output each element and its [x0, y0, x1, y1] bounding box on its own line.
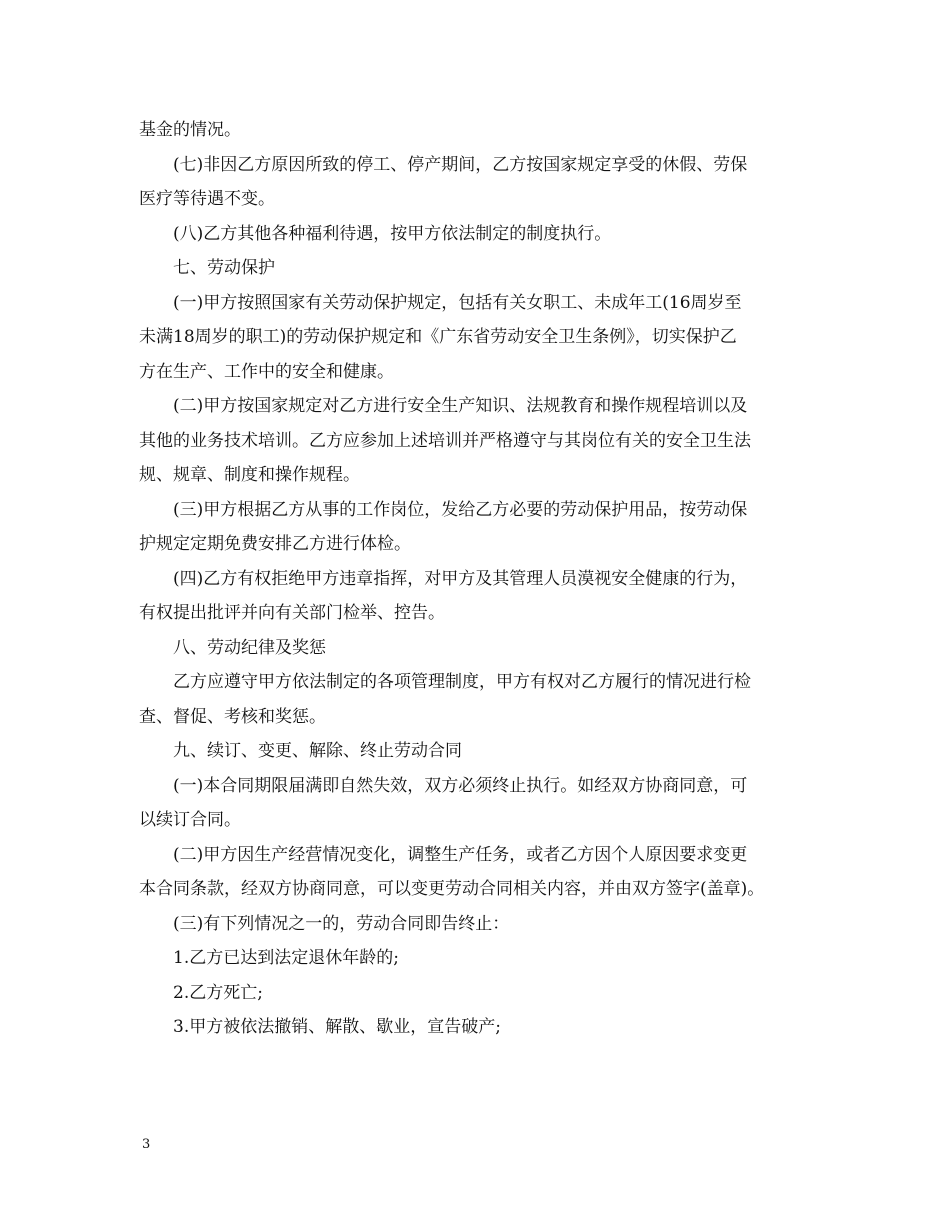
text-line: (二)甲方因生产经营情况变化，调整生产任务，或者乙方因个人原因要求变更: [173, 844, 748, 865]
text-line: (一)甲方按照国家有关劳动保护规定，包括有关女职工、未成年工(16周岁至: [173, 292, 742, 313]
text-line: (八)乙方其他各种福利待遇，按甲方依法制定的制度执行。: [173, 223, 612, 244]
text-line: 护规定定期免费安排乙方进行体检。: [139, 534, 411, 554]
text-line: (四)乙方有权拒绝甲方违章指挥，对甲方及其管理人员漠视安全健康的行为，: [173, 568, 748, 589]
text-line: 乙方应遵守甲方依法制定的各项管理制度，甲方有权对乙方履行的情况进行检: [173, 672, 751, 692]
section-heading: 七、劳动保护: [173, 258, 275, 278]
section-heading: 八、劳动纪律及奖惩: [173, 637, 326, 658]
text-line: (三)有下列情况之一的，劳动合同即告终止：: [173, 913, 510, 934]
text-line: 未满18周岁的职工)的劳动保护规定和《广东省劳动安全卫生条例》，切实保护乙: [139, 327, 737, 347]
section-heading: 九、续订、变更、解除、终止劳动合同: [173, 741, 462, 761]
text-line: 医疗等待遇不变。: [139, 189, 275, 209]
text-line: (一)本合同期限届满即自然失效，双方必须终止执行。如经双方协商同意，可: [173, 775, 748, 796]
document-body: [139, 113, 815, 1045]
text-line: 以续订合同。: [139, 810, 241, 830]
text-line: (三)甲方根据乙方从事的工作岗位，发给乙方必要的劳动保护用品，按劳动保: [173, 499, 748, 520]
text-line: (七)非因乙方原因所致的停工、停产期间，乙方按国家规定享受的休假、劳保: [173, 154, 748, 175]
text-line: 规、规章、制度和操作规程。: [139, 465, 360, 485]
text-line: 其他的业务技术培训。乙方应参加上述培训并严格遵守与其岗位有关的安全卫生法: [139, 430, 751, 451]
text-line: 方在生产、工作中的安全和健康。: [139, 361, 394, 382]
text-line: (二)甲方按国家规定对乙方进行安全生产知识、法规教育和操作规程培训以及: [173, 396, 748, 416]
text-line: 查、督促、考核和奖惩。: [139, 706, 326, 727]
list-item: 1.乙方已达到法定退休年龄的;: [173, 948, 399, 968]
page-number: 3: [142, 1137, 151, 1152]
list-item: 3.甲方被依法撤销、解散、歇业，宣告破产;: [173, 1017, 501, 1037]
list-item: 2.乙方死亡;: [173, 982, 263, 1003]
text-line: 有权提出批评并向有关部门检举、控告。: [139, 603, 445, 623]
text-line: 本合同条款，经双方协商同意，可以变更劳动合同相关内容，并由双方签字(盖章)。: [139, 879, 765, 899]
text-line: 基金的情况。: [139, 120, 241, 140]
